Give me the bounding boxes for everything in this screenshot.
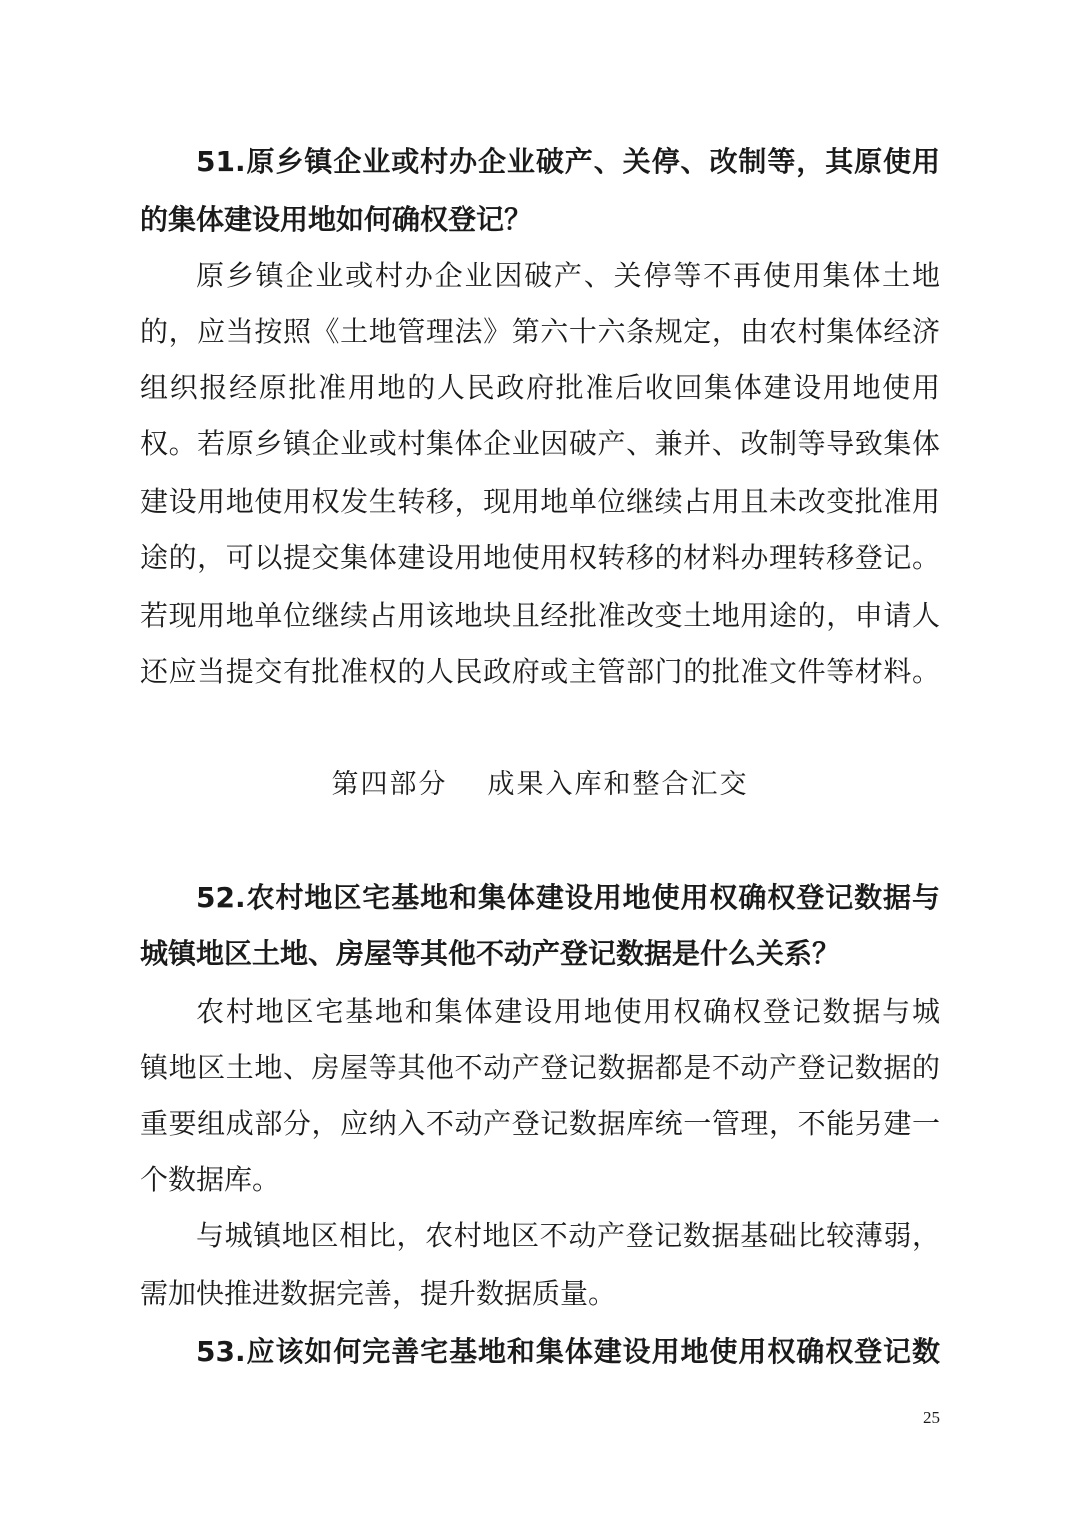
q52-body-line-4: 个数据库。 [140, 1163, 281, 1196]
section-title: 成果入库和整合汇交 [487, 769, 749, 800]
section-heading [0, 760, 1080, 810]
q52-body-line-1: 农村地区宅基地和集体建设用地使用权确权登记数据与城 [196, 995, 940, 1028]
q52-body-p2-line-2: 需加快推进数据完善，提升数据质量。 [140, 1277, 617, 1310]
q51-body-line-8: 还应当提交有批准权的人民政府或主管部门的批准文件等材料。 [140, 655, 940, 688]
q52-body-p2-line-1: 与城镇地区相比，农村地区不动产登记数据基础比较薄弱， [196, 1219, 940, 1252]
q51-title-line-1: 51.原乡镇企业或村办企业破产、关停、改制等，其原使用 [196, 145, 940, 178]
q51-body-line-6: 途的，可以提交集体建设用地使用权转移的材料办理转移登记。 [140, 541, 940, 574]
q51-body-line-4: 权。若原乡镇企业或村集体企业因破产、兼并、改制等导致集体 [140, 427, 940, 460]
q51-body-line-1: 原乡镇企业或村办企业因破产、关停等不再使用集体土地 [196, 259, 940, 292]
q52-title-line-1: 52.农村地区宅基地和集体建设用地使用权确权登记数据与 [196, 881, 940, 914]
q51-body-line-2: 的，应当按照《土地管理法》第六十六条规定，由农村集体经济 [140, 315, 940, 348]
q52-body-line-3: 重要组成部分，应纳入不动产登记数据库统一管理，不能另建一 [140, 1107, 940, 1140]
q53-title-line-1: 53.应该如何完善宅基地和集体建设用地使用权确权登记数 [196, 1335, 940, 1368]
section-part: 第四部分 [331, 769, 448, 800]
q51-body-line-3: 组织报经原批准用地的人民政府批准后收回集体建设用地使用 [140, 371, 940, 404]
q51-body-line-5: 建设用地使用权发生转移，现用地单位继续占用且未改变批准用 [140, 485, 940, 518]
q51-body-line-7: 若现用地单位继续占用该地块且经批准改变土地用途的，申请人 [140, 599, 940, 632]
q52-body-line-2: 镇地区土地、房屋等其他不动产登记数据都是不动产登记数据的 [140, 1051, 940, 1084]
page-number: 25 [923, 1408, 940, 1427]
q52-title-line-2: 城镇地区土地、房屋等其他不动产登记数据是什么关系？ [140, 937, 841, 970]
q51-title-line-2: 的集体建设用地如何确权登记？ [140, 203, 533, 236]
